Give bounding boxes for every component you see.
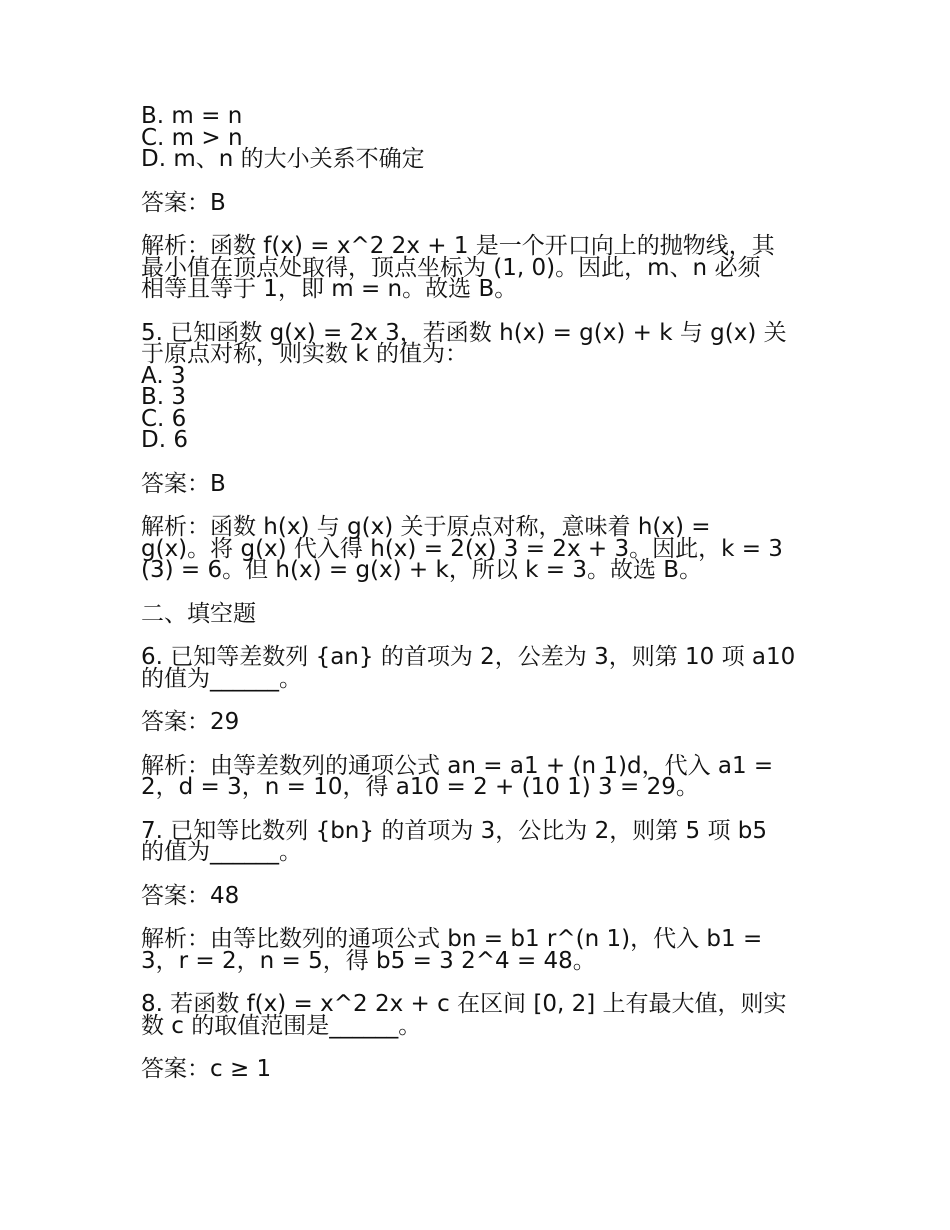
text-line: 解析：函数 h(x) 与 g(x) 关于原点对称，意味着 h(x) = xyxy=(141,514,711,540)
text-line: 3，r = 2，n = 5，得 b5 = 3 2^4 = 48。 xyxy=(141,947,596,974)
question-6 xyxy=(141,644,811,692)
question-7 xyxy=(141,817,811,865)
answer-q8 xyxy=(141,1056,811,1082)
option-a: A. 3 xyxy=(141,362,186,389)
explanation-q6 xyxy=(141,752,811,800)
text-line: 答案：29 xyxy=(141,709,240,735)
text-line: C. m > n xyxy=(141,124,243,151)
text-line: 8. 若函数 f(x) = x^2 2x + c 在区间 [0, 2] 上有最大值，则实 xyxy=(141,991,787,1017)
text-line: 答案：B xyxy=(141,189,226,216)
text-line: (3) = 6。但 h(x) = g(x) + k，所以 k = 3。故选 B。 xyxy=(141,557,703,583)
text-line: 相等且等于 1，即 m = n。故选 B。 xyxy=(141,276,518,302)
text-line: 于原点对称，则实数 k 的值为： xyxy=(141,341,468,367)
text-line: 答案：B xyxy=(141,470,226,497)
option-d: D. 6 xyxy=(141,427,188,453)
explanation-q5 xyxy=(141,514,811,583)
text-line: 解析：由等比数列的通项公式 bn = b1 r^(n 1)，代入 b1 = xyxy=(141,926,763,952)
question-5 xyxy=(141,319,811,453)
text-line: 解析：函数 f(x) = x^2 2x + 1 是一个开口向上的抛物线，其 xyxy=(141,233,775,259)
answer-q7 xyxy=(141,882,811,909)
text-line: 7. 已知等比数列 {bn} 的首项为 3，公比为 2，则第 5 项 b5 xyxy=(141,817,768,844)
text-line: 答案：c ≥ 1 xyxy=(141,1056,272,1082)
document-body xyxy=(141,103,811,1082)
text-line: 解析：由等差数列的通项公式 an = a1 + (n 1)d，代入 a1 = xyxy=(141,752,774,779)
option-c: C. 6 xyxy=(141,405,187,432)
text-line: g(x)。将 g(x) 代入得 h(x) = 2(x) 3 = 2x + 3。因此，k = 3 xyxy=(141,535,783,562)
explanation-q4 xyxy=(141,233,811,302)
text-line: 2，d = 3，n = 10，得 a10 = 2 + (10 1) 3 = 29。 xyxy=(141,774,699,800)
text-line: 数 c 的取值范围是______。 xyxy=(141,1012,422,1039)
text-line: 6. 已知等差数列 {an} 的首项为 2，公差为 3，则第 10 项 a10 xyxy=(141,644,796,670)
section-heading xyxy=(141,600,811,627)
answer-q5 xyxy=(141,470,811,497)
answer-q6 xyxy=(141,709,811,735)
options-tail-q4 xyxy=(141,103,811,172)
heading-text: 二、填空题 xyxy=(141,600,256,627)
text-line: B. m = n xyxy=(141,103,243,129)
text-line: 最小值在顶点处取得，顶点坐标为 (1, 0)。因此，m、n 必须 xyxy=(141,254,761,281)
explanation-q7 xyxy=(141,926,811,974)
text-line: D. m、n 的大小关系不确定 xyxy=(141,146,425,172)
question-8 xyxy=(141,991,811,1039)
text-line: 的值为______。 xyxy=(141,839,302,865)
text-line: 5. 已知函数 g(x) = 2x 3，若函数 h(x) = g(x) + k 与 g(x) 关 xyxy=(141,319,787,346)
text-line: 的值为______。 xyxy=(141,665,302,692)
answer-q4 xyxy=(141,189,811,216)
text-line: 答案：48 xyxy=(141,882,240,909)
option-b: B. 3 xyxy=(141,384,187,410)
